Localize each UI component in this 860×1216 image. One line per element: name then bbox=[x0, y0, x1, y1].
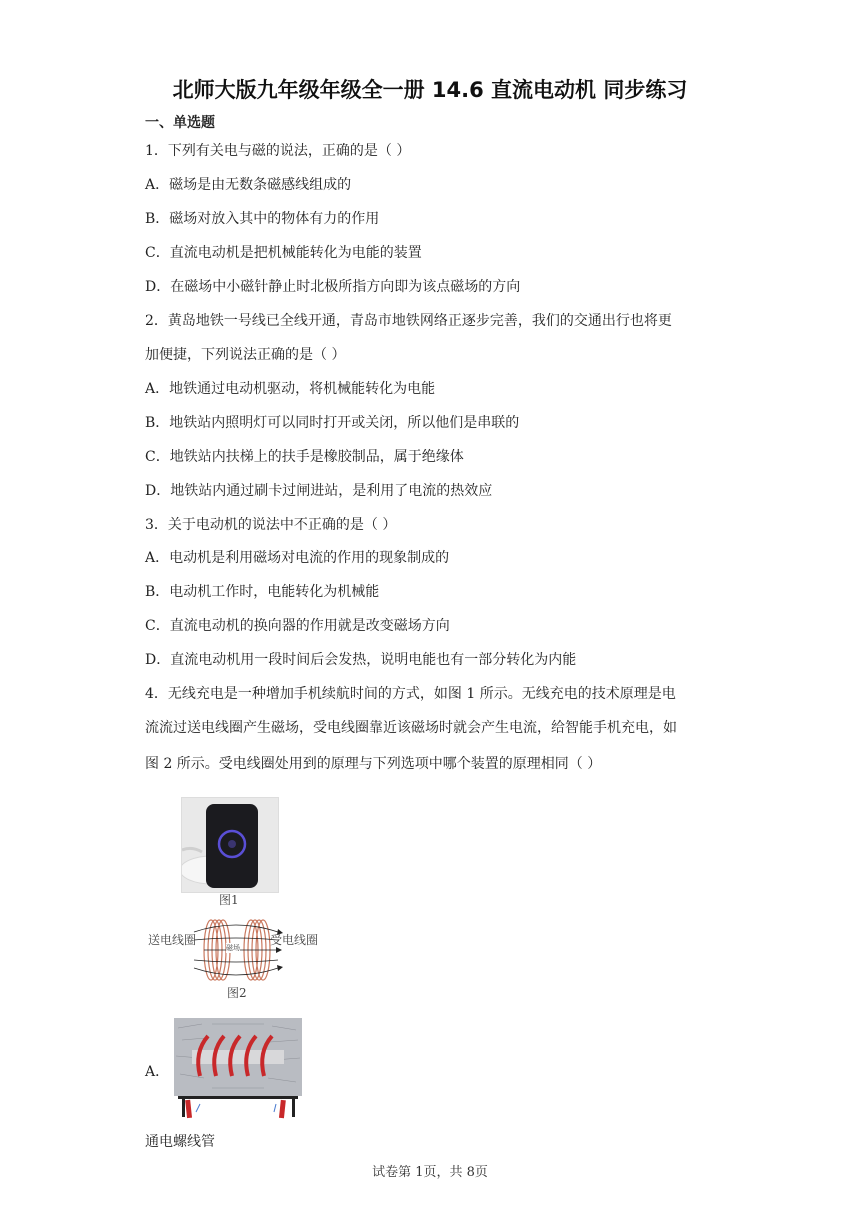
section-heading: 一、单选题 bbox=[145, 115, 215, 131]
transmit-coil-label: 送电线圈 bbox=[148, 933, 197, 947]
wireless-charging-photo bbox=[181, 797, 279, 893]
question-3-option-a: A．电动机是利用磁场对电流的作用的现象制成的 bbox=[145, 550, 450, 566]
question-1-option-b: B．磁场对放入其中的物体有力的作用 bbox=[145, 211, 380, 227]
option-a-label: A． bbox=[145, 1064, 170, 1080]
figure-1-caption: 图1 bbox=[219, 893, 239, 907]
question-3-option-d: D．直流电动机用一段时间后会发热，说明电能也有一部分转化为内能 bbox=[145, 652, 577, 668]
question-2-stem-line-2: 加便捷，下列说法正确的是（ ） bbox=[145, 347, 346, 363]
solenoid-photo bbox=[172, 1016, 304, 1120]
question-4-stem-line-2: 流流过送电线圈产生磁场，受电线圈靠近该磁场时就会产生电流，给智能手机充电，如 bbox=[145, 720, 677, 736]
question-1-option-a: A．磁场是由无数条磁感线组成的 bbox=[145, 177, 352, 193]
question-2-option-a: A．地铁通过电动机驱动，将机械能转化为电能 bbox=[145, 381, 436, 397]
question-2-option-b: B．地铁站内照明灯可以同时打开或关闭，所以他们是串联的 bbox=[145, 415, 520, 431]
question-1-option-c: C．直流电动机是把机械能转化为电能的装置 bbox=[145, 245, 422, 261]
question-2-option-d: D．地铁站内通过刷卡过闸进站，是利用了电流的热效应 bbox=[145, 483, 493, 499]
question-4-stem-line-3: 图 2 所示。受电线圈处用到的原理与下列选项中哪个装置的原理相同（ ） bbox=[145, 756, 602, 772]
page-footer: 试卷第 1页，共 8页 bbox=[372, 1165, 488, 1180]
figure-2-caption: 图2 bbox=[227, 986, 247, 1000]
question-2-option-c: C．地铁站内扶梯上的扶手是橡胶制品，属于绝缘体 bbox=[145, 449, 464, 465]
question-3-option-c: C．直流电动机的换向器的作用就是改变磁场方向 bbox=[145, 618, 450, 634]
magnetic-field-label: 磁场 bbox=[226, 944, 240, 952]
question-2-stem-line-1: 2．黄岛地铁一号线已全线开通，青岛市地铁网络正逐步完善，我们的交通出行也将更 bbox=[145, 313, 672, 329]
question-3-option-b: B．电动机工作时，电能转化为机械能 bbox=[145, 584, 380, 600]
question-3-stem: 3．关于电动机的说法中不正确的是（ ） bbox=[145, 517, 397, 533]
page-title: 北师大版九年级年级全一册 14.6 直流电动机 同步练习 bbox=[172, 78, 688, 102]
receive-coil-label: 受电线圈 bbox=[270, 933, 319, 947]
question-1-option-d: D．在磁场中小磁针静止时北极所指方向即为该点磁场的方向 bbox=[145, 279, 521, 295]
question-4-stem-line-1: 4．无线充电是一种增加手机续航时间的方式，如图 1 所示。无线充电的技术原理是电 bbox=[145, 686, 676, 702]
option-a-caption: 通电螺线管 bbox=[145, 1134, 215, 1150]
question-1-stem: 1．下列有关电与磁的说法，正确的是（ ） bbox=[145, 143, 411, 159]
